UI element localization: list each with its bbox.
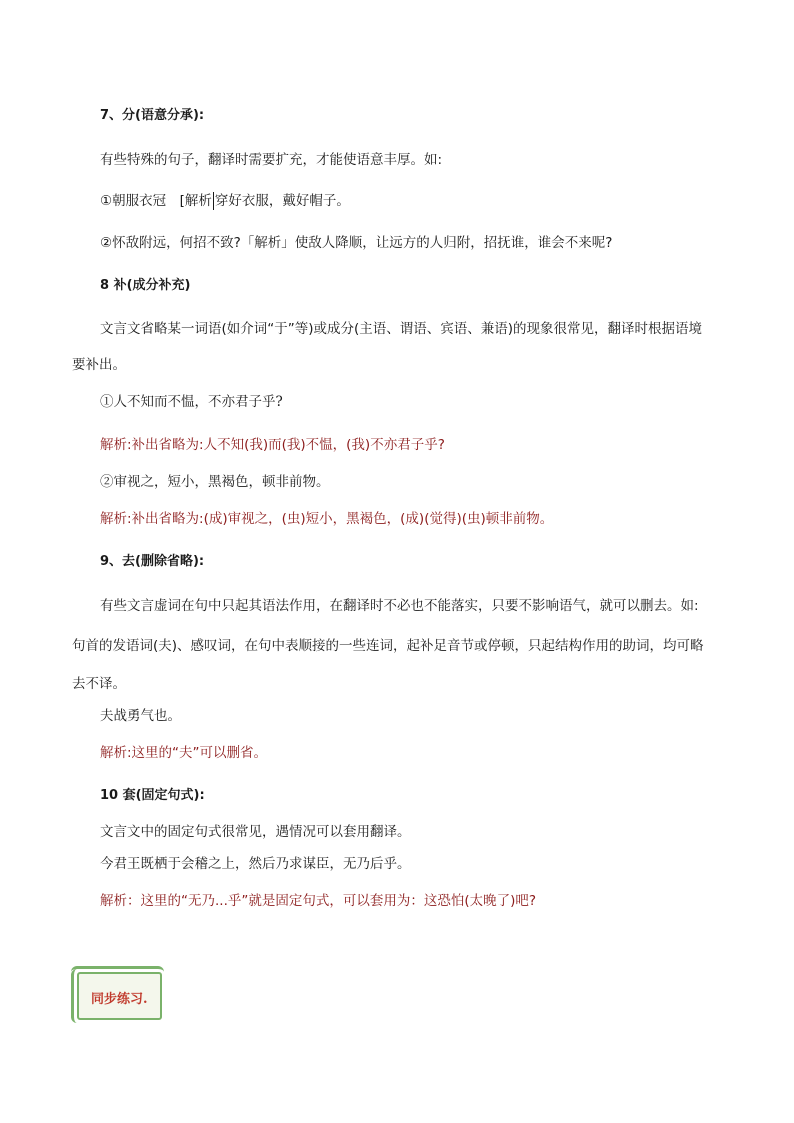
section-8-answer-1: 解析:补出省略为:人不知(我)而(我)不愠，(我)不亦君子乎? <box>100 437 445 453</box>
section-7-example-2: ②怀敌附远，何招不致?「解析」使敌人降顺，让远方的人归附，招抚谁，谁会不来呢? <box>100 235 613 251</box>
section-9-intro-3: 去不译。 <box>72 676 126 692</box>
section-8-intro-2: 要补出。 <box>72 357 126 373</box>
sync-practice-badge <box>71 966 164 1023</box>
section-10-intro: 文言文中的固定句式很常见，遇情况可以套用翻译。 <box>100 824 411 840</box>
section-8-intro-1: 文言文省略某一词语(如介词“于”等)或成分(主语、谓语、宾语、兼语)的现象很常见，翻译时根据语境 <box>100 321 703 337</box>
badge-scroll-curl-top <box>71 966 164 976</box>
section-9-example-1: 夫战勇气也。 <box>100 708 181 724</box>
section-8-heading: 8 补(成分补充) <box>100 278 191 293</box>
section-8-example-1: ①人不知而不愠，不亦君子乎? <box>100 394 283 410</box>
section-10-example-1: 今君王既栖于会稽之上，然后乃求谋臣，无乃后乎。 <box>100 856 411 872</box>
section-9-heading: 9、去(删除省略): <box>100 554 205 569</box>
section-9-intro-2: 句首的发语词(夫)、感叹词，在句中表顺接的一些连词，起补足音节或停顿，只起结构作用的助词，均可略 <box>72 638 704 654</box>
section-10-heading: 10 套(固定句式): <box>100 788 205 803</box>
section-10-answer-1: 解析：这里的“无乃...乎”就是固定句式，可以套用为：这恐怕(太晚了)吧? <box>100 893 537 909</box>
section-8-answer-2: 解析:补出省略为:(成)审视之，(虫)短小，黑褐色，(成)(觉得)(虫)顿非前物。 <box>100 511 554 527</box>
section-7-example-1 <box>100 192 350 210</box>
section-7-heading: 7、分(语意分承): <box>100 108 205 123</box>
section-8-example-2: ②审视之，短小，黑褐色，顿非前物。 <box>100 474 330 490</box>
example-1-bracket: [解析 <box>179 193 212 209</box>
section-9-intro-1: 有些文言虚词在句中只起其语法作用，在翻译时不必也不能落实，只要不影响语气，就可以删去。如: <box>100 598 699 614</box>
example-1-rest: 穿好衣服，戴好帽子。 <box>214 193 350 209</box>
section-9-answer-1: 解析:这里的“夫”可以删省。 <box>100 745 268 761</box>
badge-label: 同步练习. <box>91 992 148 1007</box>
badge-scroll-curl-left <box>71 969 79 1023</box>
section-7-intro: 有些特殊的句子，翻译时需要扩充，才能使语意丰厚。如: <box>100 152 443 168</box>
example-1-text: ①朝服衣冠 <box>100 193 180 209</box>
